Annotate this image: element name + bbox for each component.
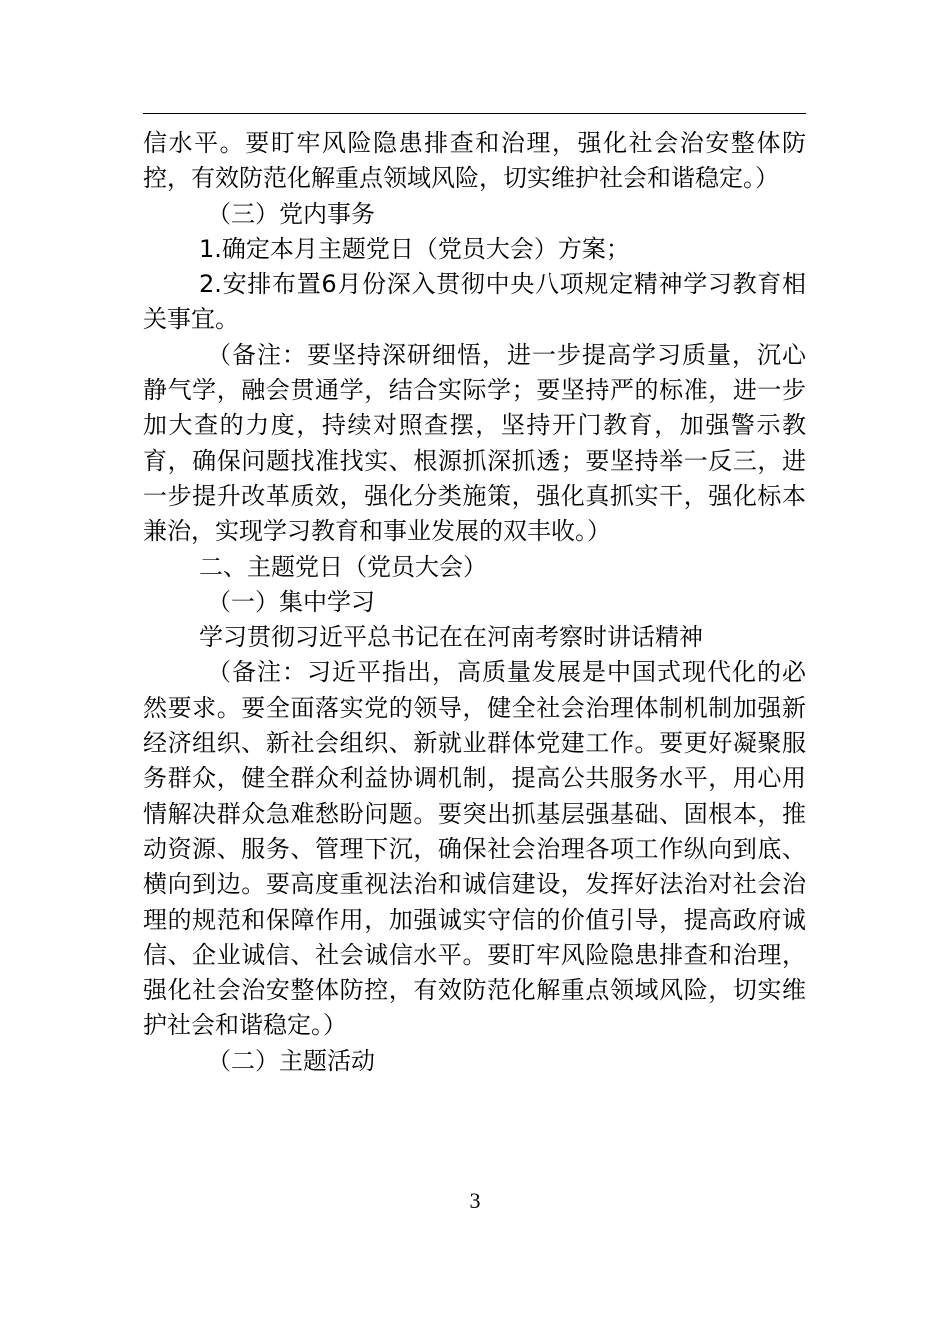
section-heading-theme-day: 二、主题党日（党员大会） [199, 552, 487, 581]
note-paragraph-study: （备注：要坚持深研细悟，进一步提高学习质量，沉心静气学，融会贯通学，结合实际学；要坚持严的标准，进一步加大查的力度，持续对照查摆，坚持开门教育，加强警示教育，确保问题找准找实、根源抓深抓透；要坚持举一反三，进一步提升改革质效，强化分类施策，强化真抓实干，强化标本兼治，实现学习教育和事业发展的双丰收。） [143, 340, 806, 546]
list-item-june-education: 2.安排布置6月份深入贯彻中央八项规定精神学习教育相关事宜。 [143, 270, 806, 334]
paragraph-continuation: 信水平。要盯牢风险隐患排查和治理，强化社会治安整体防控，有效防范化解重点领域风险，切实维护社会和谐稳定。） [143, 129, 806, 193]
subheading-theme-activity: （二）主题活动 [207, 1046, 375, 1075]
section-heading-party-affairs: （三）党内事务 [207, 199, 375, 228]
subheading-group-study: （一）集中学习 [207, 587, 375, 616]
list-item-theme-day-plan: 1.确定本月主题党日（党员大会）方案； [199, 234, 630, 263]
page-number: 3 [469, 1188, 481, 1213]
study-topic: 学习贯彻习近平总书记在在河南考察时讲话精神 [199, 623, 703, 652]
document-body [143, 126, 806, 1079]
header-rule [143, 113, 806, 114]
note-paragraph-speech: （备注：习近平指出，高质量发展是中国式现代化的必然要求。要全面落实党的领导，健全社会治理体制机制加强新经济组织、新社会组织、新就业群体党建工作。要更好凝聚服务群众，健全群众利益协调机制，提高公共服务水平，用心用情解决群众急难愁盼问题。要突出抓基层强基础、固根本，推动资源、服务、管理下沉，确保社会治理各项工作纵向到底、横向到边。要高度重视法治和诚信建设，发挥好法治对社会治理的规范和保障作用，加强诚实守信的价值引导，提高政府诚信、企业诚信、社会诚信水平。要盯牢风险隐患排查和治理，强化社会治安整体防控，有效防范化解重点领域风险，切实维护社会和谐稳定。） [143, 658, 806, 1040]
